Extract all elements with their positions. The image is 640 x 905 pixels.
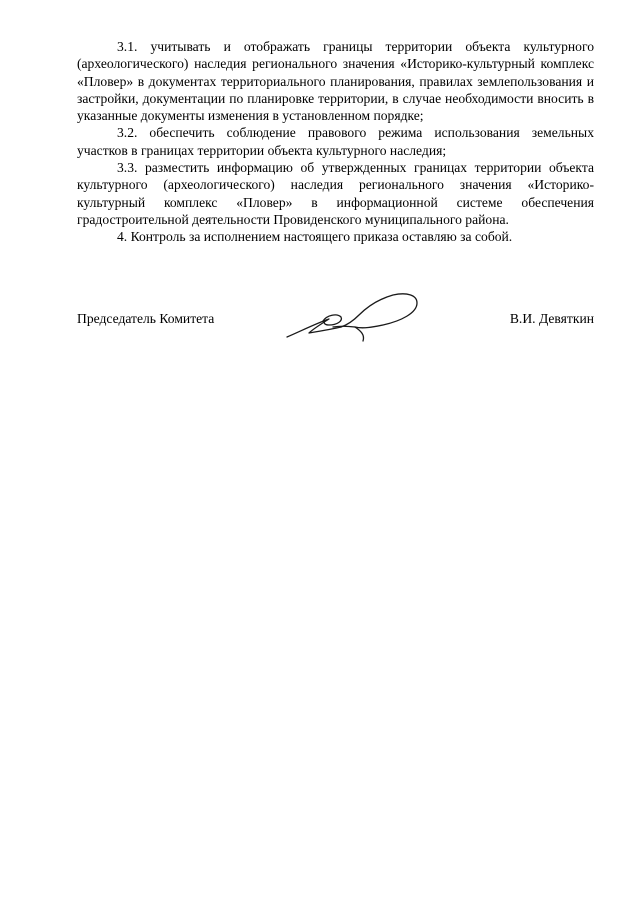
signer-name: В.И. Девяткин [509, 311, 594, 326]
paragraph-3-2: 3.2. обеспечить соблюдение правового режима использования земельных участков в границах территории объекта культурного наследия; [77, 125, 594, 158]
paragraph-3-3: 3.3. разместить информацию об утвержденных границах территории объекта культурного (археологического) наследия регионального значения «Историко-культурный комплекс «Пловер» в информационной системе обеспечения градостроительной деятельности Провиденского муниципального района. [77, 160, 594, 227]
paragraph-3-1: 3.1. учитывать и отображать границы территории объекта культурного (археологического) наследия регионального значения «Историко-культурный комплекс «Пловер» в документах территориального планирования, правилах землепользования и застройки, документации по планировке территории, в случае необходимости вносить в указанные документы изменения в установленном порядке; [77, 39, 594, 124]
signature-block [77, 305, 594, 345]
signer-position: Председатель Комитета [77, 311, 215, 326]
handwritten-signature [283, 291, 443, 345]
paragraph-4: 4. Контроль за исполнением настоящего приказа оставляю за собой. [117, 229, 513, 245]
document-body [77, 38, 594, 246]
